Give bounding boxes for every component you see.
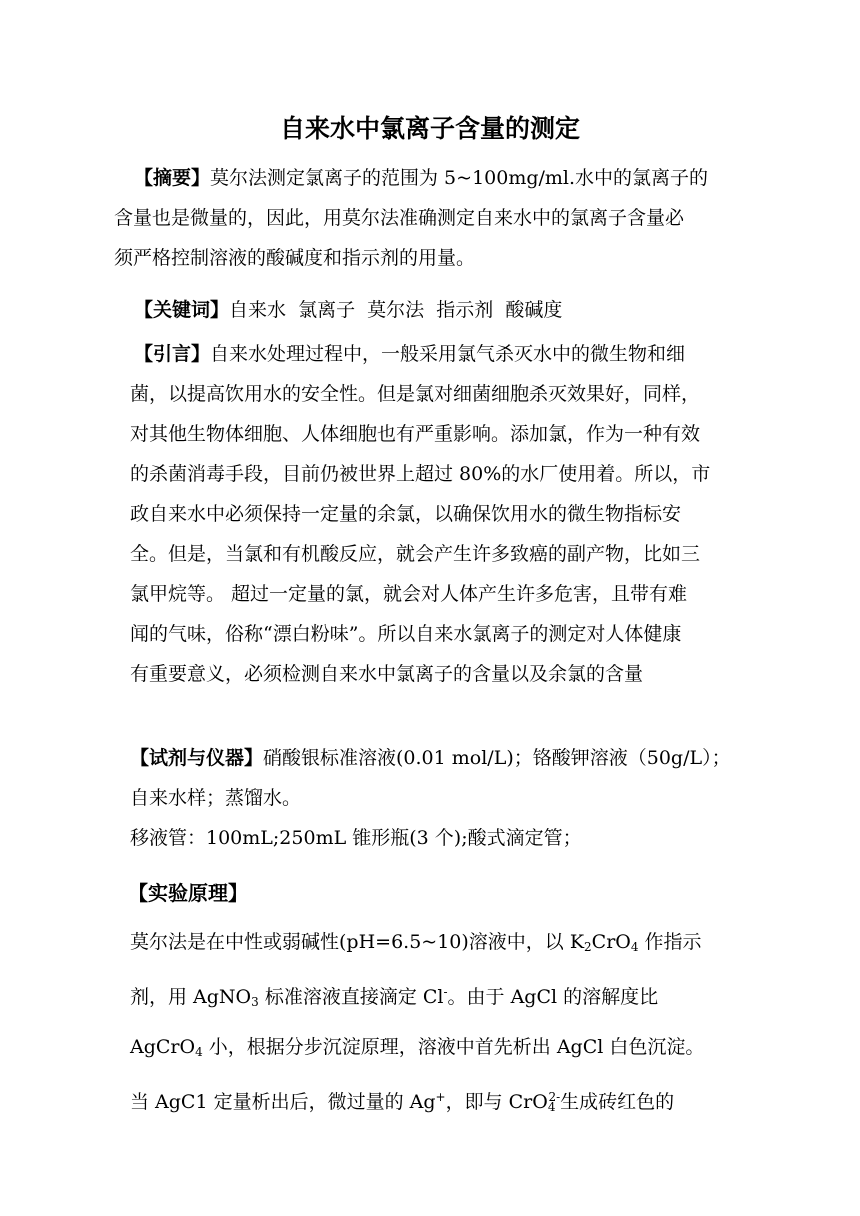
reagents-label: 【试剂与仪器】 (130, 747, 264, 769)
principle-paragraph (130, 920, 744, 1130)
reagents-line-1: 硝酸银标准溶液(0.01 mol/L)；铬酸钾溶液（50g/L）； (263, 747, 731, 769)
intro-line-6: 全。但是，当氯和有机酸反应，就会产生许多致癌的副产物，比如三 (130, 543, 701, 565)
principle-line-1: 莫尔法是在中性或弱碱性(pH=6.5~10)溶液中，以 $K_2CrO_4$ 作指示 (130, 931, 702, 954)
intro-line-2: 菌，以提高饮用水的安全性。但是氯对细菌细胞杀灭效果好，同样， (130, 383, 701, 405)
intro-line-7: 氯甲烷等。 超过一定量的氯，就会对人体产生许多危害，且带有难 (130, 583, 688, 605)
intro-line-3: 对其他生物体细胞、人体细胞也有严重影响。添加氯，作为一种有效 (130, 423, 701, 445)
abstract-line-1: 莫尔法测定氯离子的范围为 5~100mg/ml.水中的氯离子的 (210, 167, 709, 189)
reagents-paragraph (130, 738, 744, 858)
apparatus-line: 移液管：100mL;250mL 锥形瓶(3 个);酸式滴定管； (130, 827, 582, 849)
abstract-label: 【摘要】 (134, 167, 211, 189)
document-title: 自来水中氯离子含量的测定 (279, 114, 580, 143)
abstract-line-3: 须严格控制溶液的酸碱度和指示剂的用量。 (114, 247, 476, 269)
abstract-paragraph (114, 158, 744, 278)
intro-label: 【引言】 (134, 343, 211, 365)
principle-line-4: 当 AgC1 定量析出后，微过量的 Ag+，即与 CrO$_4^{2-}$生成砖红色的 (130, 1090, 675, 1114)
abstract-line-2: 含量也是微量的，因此，用莫尔法准确测定自来水中的氯离子含量必 (114, 207, 685, 229)
keywords-text: 自来水 氯离子 莫尔法 指示剂 酸碱度 (229, 299, 563, 321)
intro-paragraph (130, 334, 742, 694)
intro-line-1: 自来水处理过程中，一般采用氯气杀灭水中的微生物和细 (210, 343, 686, 365)
principle-line-2: 剂，用 AgNO$_3$ 标准溶液直接滴定 Cl-。由于 AgCl 的溶解度比 (130, 985, 659, 1009)
intro-line-4: 的杀菌消毒手段，目前仍被世界上超过 80%的水厂使用着。所以，市 (130, 463, 711, 485)
intro-line-8: 闻的气味，俗称“漂白粉味”。所以自来水氯离子的测定对人体健康 (130, 623, 682, 645)
principle-heading: 【实验原理】 (128, 881, 248, 905)
keywords-paragraph (134, 290, 744, 330)
intro-line-9: 有重要意义，必须检测自来水中氯离子的含量以及余氯的含量 (130, 663, 644, 685)
reagents-line-2: 自来水样；蒸馏水。 (130, 787, 302, 809)
intro-line-5: 政自来水中必须保持一定量的余氯，以确保饮用水的微生物指标安 (130, 503, 682, 525)
keywords-label: 【关键词】 (134, 299, 230, 321)
principle-line-3: AgCrO$_4$ 小，根据分步沉淀原理，溶液中首先析出 AgCl 白色沉淀。 (130, 1036, 705, 1059)
